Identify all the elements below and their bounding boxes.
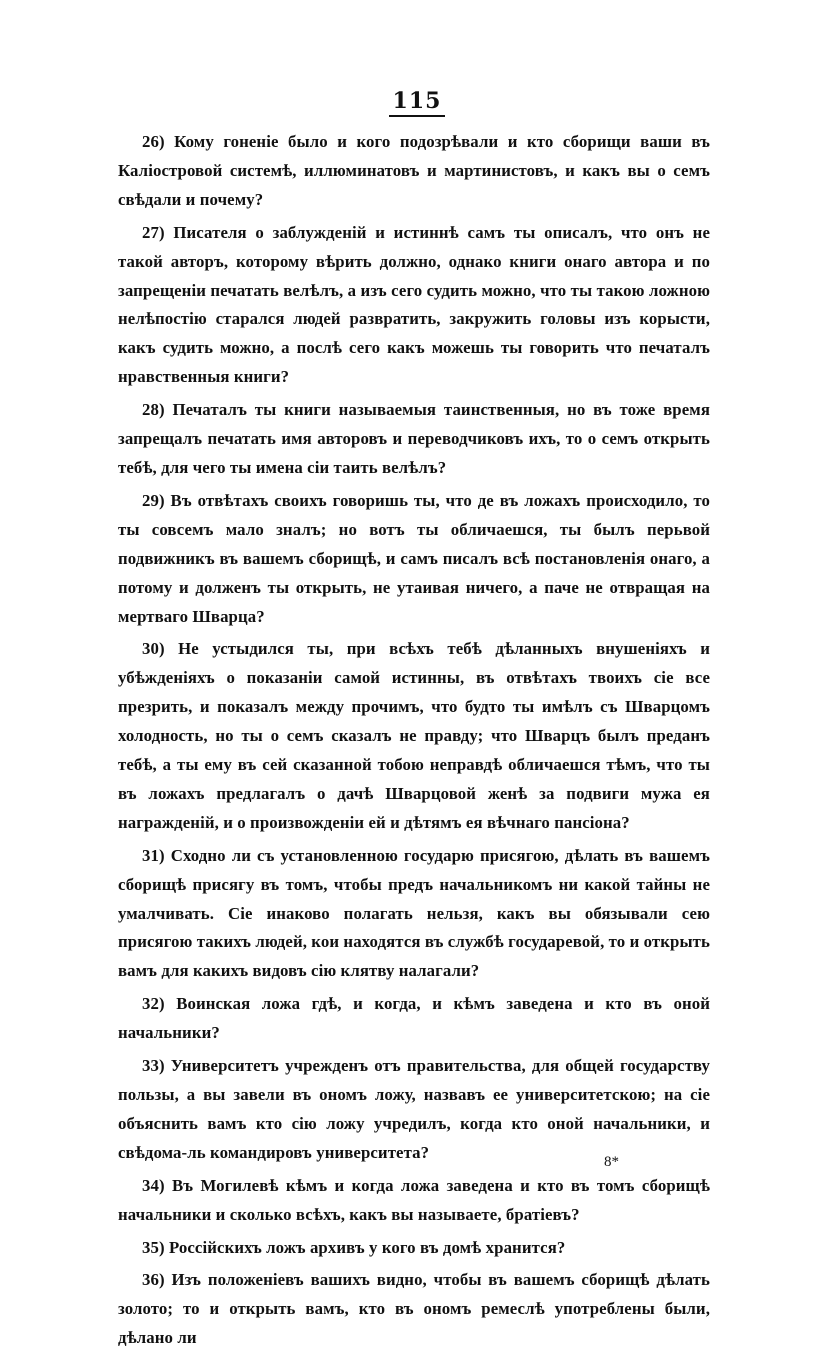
paragraph-30: 30) Не устыдился ты, при всѣхъ тебѣ дѣланныхъ внушеніяхъ и убѣжденіяхъ о показаніи самой истинны, въ отвѣтахъ твоихъ сіе все презрить, и показалъ между прочимъ, что будто ты имѣлъ съ Шварцомъ холодность, но ты о семъ сказалъ не правду; что Шварцъ былъ преданъ тебѣ, а ты ему въ сей сказанной тобою неправдѣ обличаешся тѣмъ, что ты въ ложахъ предлагалъ о дачѣ Шварцовой женѣ за подвиги мужа ея награжденій, и о произвожденіи ей и дѣтямъ ея вѣчнаго пансіона? bbox=[118, 639, 710, 832]
paragraph-28: 28) Печаталъ ты книги называемыя таинственныя, но въ тоже время запрещалъ печатать имя авторовъ и переводчиковъ ихъ, то о семъ открыть тебѣ, для чего ты имена сіи таить велѣлъ? bbox=[118, 400, 710, 477]
paragraph-27: 27) Писателя о заблужденій и истиннѣ самъ ты описалъ, что онъ не такой авторъ, которому вѣрить должно, однако книги онаго автора и по запрещеніи печатать велѣлъ, а изъ сего судить можно, что ты такою ложною нелѣпостію старался людей развратить, закружить головы изъ корысти, какъ судить можно, а послѣ сего какъ можешь ты говорить что печаталъ нравственныя книги? bbox=[118, 222, 710, 387]
page-body bbox=[118, 128, 710, 1357]
paragraph-36: 36) Изъ положеніевъ вашихъ видно, чтобы въ вашемъ сборищѣ дѣлать золото; то и открыть вамъ, кто въ ономъ ремеслѣ употреблены были, дѣлано ли bbox=[118, 1270, 710, 1348]
paragraph-34: 34) Въ Могилевѣ кѣмъ и когда ложа заведена и кто въ томъ сборищѣ начальники и сколько всѣхъ, какъ вы называете, братіевъ? bbox=[118, 1175, 710, 1224]
paragraph-31: 31) Сходно ли съ установленною государю присягою, дѣлать въ вашемъ сборищѣ присягу въ томъ, чтобы предъ начальникомъ ни какой тайны не умалчивать. Сіе инаково полагать нельзя, какъ вы обязывали сею присягою такихъ людей, кои находятся въ службѣ государевой, то и открыть вамъ для какихъ видовъ сію клятву налагали? bbox=[118, 845, 710, 981]
paragraph-33: 33) Университетъ учрежденъ отъ правительства, для общей государству пользы, а вы завели въ ономъ ложу, назвавъ ее университетскою; на сіе объяснить вамъ кто сію ложу учредилъ, когда кто оной начальники, и свѣдома-ль командировъ университета? bbox=[118, 1056, 710, 1162]
paragraph-26: 26) Кому гоненіе было и кого подозрѣвали и кто сборищи ваши въ Каліостровой системѣ, иллюминатовъ и мартинистовъ, и какъ вы о семъ свѣдали и почему? bbox=[118, 132, 710, 209]
paragraph-32: 32) Воинская ложа гдѣ, и когда, и кѣмъ заведена и кто въ оной начальники? bbox=[118, 994, 710, 1043]
page-number: 115 bbox=[389, 88, 446, 117]
paragraph-29: 29) Въ отвѣтахъ своихъ говоришь ты, что де въ ложахъ происходило, то ты совсемъ мало зналъ; но вотъ ты обличаешся, ты былъ перьвой подвижникъ въ вашемъ сборищѣ, и самъ писалъ всѣ постановленія онаго, а потому и долженъ ты открыть, не утаивая ничего, а паче не отвращая на мертваго Шварца? bbox=[118, 490, 710, 626]
paragraph-35: 35) Россійскихъ ложъ архивъ у кого въ домѣ хранится? bbox=[142, 1237, 566, 1257]
signature-mark: 8* bbox=[604, 1154, 619, 1170]
page-header bbox=[0, 88, 834, 117]
